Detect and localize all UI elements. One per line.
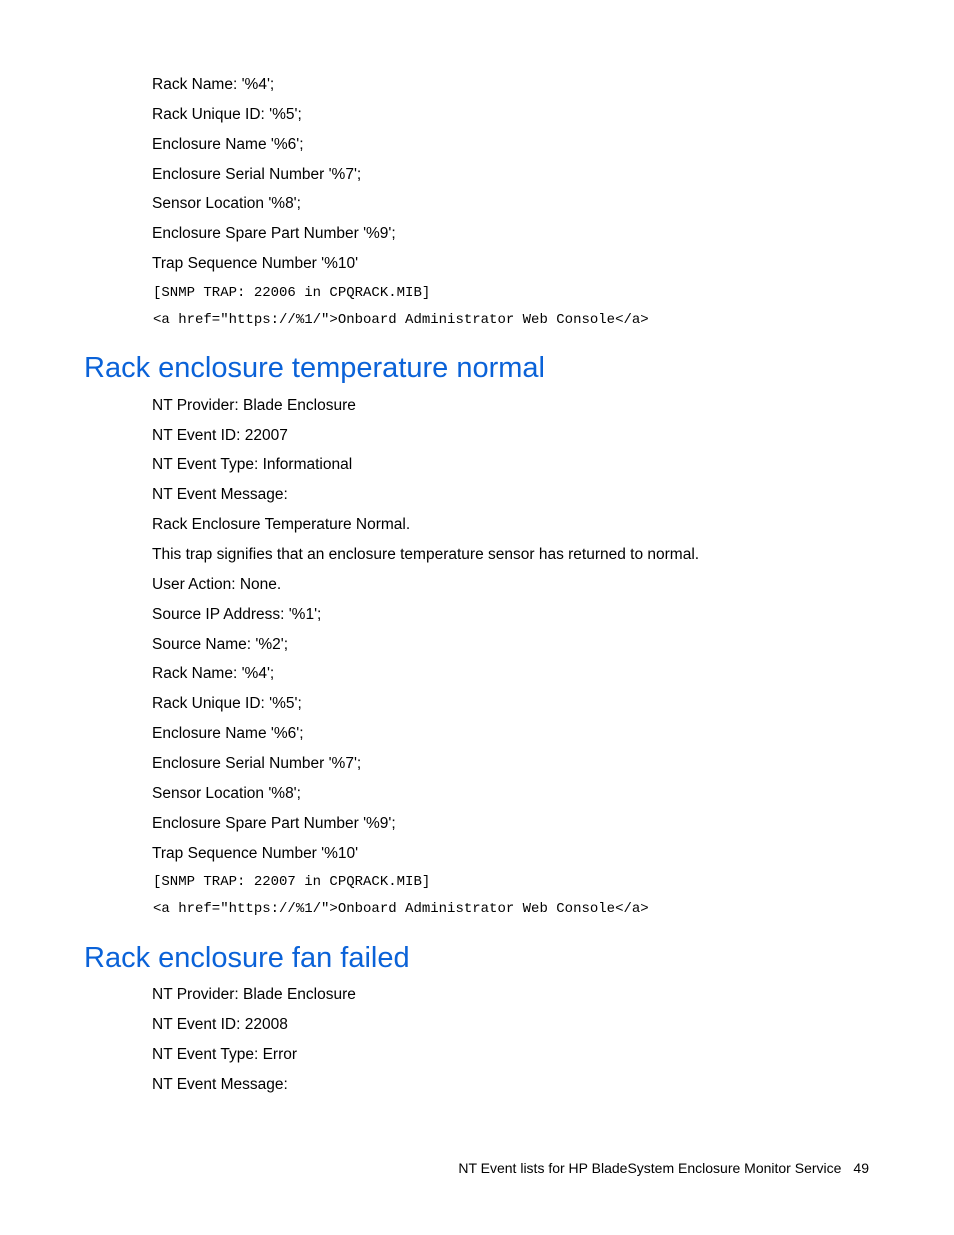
field-nt-provider: NT Provider: Blade Enclosure [152, 397, 356, 414]
field-enclosure-name: Enclosure Name '%6'; [152, 725, 304, 742]
field-enclosure-serial-number: Enclosure Serial Number '%7'; [152, 166, 362, 183]
field-rack-name: Rack Name: '%4'; [152, 76, 275, 93]
web-console-link-code: <a href="https://%1/">Onboard Administrator Web Console</a> [153, 901, 649, 917]
field-nt-event-type: NT Event Type: Error [152, 1046, 298, 1063]
field-enclosure-serial-number: Enclosure Serial Number '%7'; [152, 755, 362, 772]
field-nt-event-message: NT Event Message: [152, 1076, 288, 1093]
field-rack-unique-id: Rack Unique ID: '%5'; [152, 106, 302, 123]
event-message-text: Rack Enclosure Temperature Normal. [152, 516, 411, 533]
field-enclosure-spare-part-number: Enclosure Spare Part Number '%9'; [152, 815, 396, 832]
section-heading-fan-failed: Rack enclosure fan failed [84, 942, 410, 974]
trap-description: This trap signifies that an enclosure temperature sensor has returned to normal. [152, 546, 700, 563]
field-rack-unique-id: Rack Unique ID: '%5'; [152, 695, 302, 712]
field-nt-provider: NT Provider: Blade Enclosure [152, 986, 356, 1003]
field-nt-event-id: NT Event ID: 22008 [152, 1016, 288, 1033]
web-console-link-code: <a href="https://%1/">Onboard Administrator Web Console</a> [153, 312, 649, 328]
field-enclosure-name: Enclosure Name '%6'; [152, 136, 304, 153]
field-source-ip-address: Source IP Address: '%1'; [152, 606, 322, 623]
field-sensor-location: Sensor Location '%8'; [152, 785, 301, 802]
field-rack-name: Rack Name: '%4'; [152, 665, 275, 682]
field-trap-sequence-number: Trap Sequence Number '%10' [152, 845, 359, 862]
page-footer [458, 1158, 869, 1178]
page-number: 49 [853, 1160, 869, 1176]
field-trap-sequence-number: Trap Sequence Number '%10' [152, 255, 359, 272]
field-enclosure-spare-part-number: Enclosure Spare Part Number '%9'; [152, 225, 396, 242]
section-heading-temperature-normal: Rack enclosure temperature normal [84, 352, 545, 384]
field-nt-event-message: NT Event Message: [152, 486, 288, 503]
field-nt-event-type: NT Event Type: Informational [152, 456, 353, 473]
field-source-name: Source Name: '%2'; [152, 636, 289, 653]
snmp-trap-code: [SNMP TRAP: 22006 in CPQRACK.MIB] [153, 285, 431, 301]
field-user-action: User Action: None. [152, 576, 282, 593]
footer-title: NT Event lists for HP BladeSystem Enclosure Monitor Service [458, 1160, 842, 1176]
field-sensor-location: Sensor Location '%8'; [152, 195, 301, 212]
snmp-trap-code: [SNMP TRAP: 22007 in CPQRACK.MIB] [153, 874, 431, 890]
field-nt-event-id: NT Event ID: 22007 [152, 427, 288, 444]
